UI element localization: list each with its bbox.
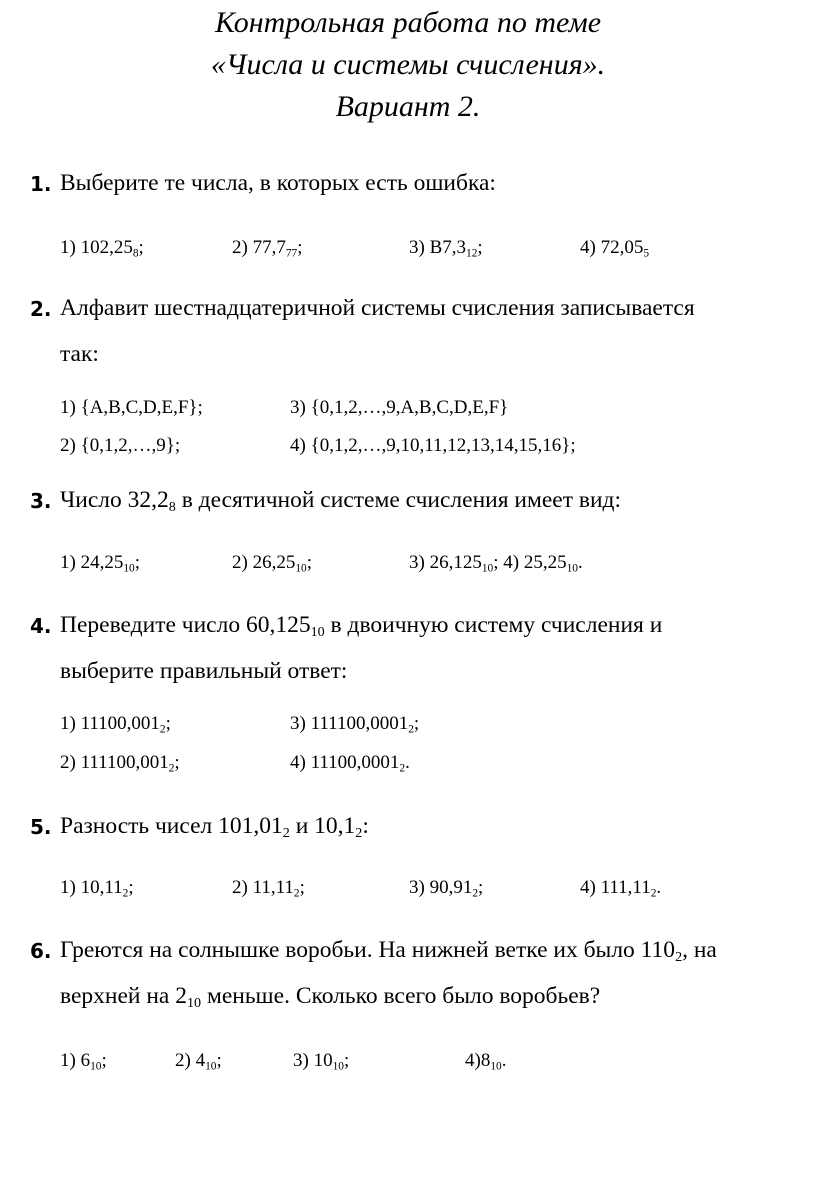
question-text: Число $32,2_8$ в десятичной системе счисления имеет вид: [60, 487, 622, 516]
answer-option: 2) $26,25_{10}$; [232, 552, 312, 575]
answer-option: 2) $77,7_{77}$; [232, 237, 303, 260]
question-text: Греются на солнышке воробьи. На нижней ветке их было $110_2$, на [60, 937, 717, 966]
title-line-2: «Числа и системы счисления». [210, 48, 606, 81]
answer-option: 3) $B7,3_{12}$; [409, 237, 483, 260]
answer-option: 2) $111100,001_2$; [60, 752, 180, 775]
answer-option: 4) $11100,0001_2$. [290, 752, 410, 775]
question-text: Алфавит шестнадцатеричной системы счисления записывается [60, 295, 695, 321]
question-text: Переведите число $60,125_{10}$ в двоичную систему счисления и [60, 612, 663, 641]
answer-option: 4) {0,1,2,…,9,10,11,12,13,14,15,16}; [290, 435, 576, 456]
answer-option: 1) $24,25_{10}$; [60, 552, 140, 575]
question-number: 5. [30, 815, 52, 839]
answer-option: $4)8_{10}$. [465, 1050, 507, 1073]
answer-option: 1) $102,25_8$; [60, 237, 144, 260]
answer-option: 1) {A,B,C,D,E,F}; [60, 397, 203, 418]
answer-option: 2) $11,11_2$; [232, 877, 305, 900]
answer-option: 2) $4_{10}$; [175, 1050, 222, 1073]
answer-option: 4) $111,11_2$. [580, 877, 662, 900]
question-text: Выберите те числа, в которых есть ошибка: [60, 170, 496, 196]
answer-option: 3) $26,125_{10}$; 4) $25,25_{10}$. [409, 552, 583, 575]
title-line-3: Вариант 2. [335, 90, 481, 123]
answer-option: 3) $111100,0001_2$; [290, 713, 420, 736]
answer-option: 2) {0,1,2,…,9}; [60, 435, 181, 456]
answer-option: 3) $90,91_2$; [409, 877, 484, 900]
answer-option: 1) $10,11_2$; [60, 877, 134, 900]
question-text-continued: так: [60, 341, 99, 367]
answer-option: 4) $72,05_5$ [580, 237, 650, 260]
answer-option: 3) $10_{10}$; [293, 1050, 350, 1073]
answer-option: 3) {0,1,2,…,9,A,B,C,D,E,F} [290, 397, 509, 418]
question-text: Разность чисел $101,01_2$ и $10,1_2$: [60, 813, 369, 842]
question-number: 2. [30, 297, 52, 321]
question-number: 3. [30, 489, 52, 513]
question-text-continued: верхней на $2_{10}$ меньше. Сколько всего было воробьев? [60, 983, 601, 1012]
question-number: 4. [30, 614, 52, 638]
question-number: 1. [30, 172, 52, 196]
title-line-1: Контрольная работа по теме [214, 6, 602, 39]
question-text-continued: выберите правильный ответ: [60, 658, 348, 684]
answer-option: 1) $11100,001_2$; [60, 713, 171, 736]
answer-option: 1) $6_{10}$; [60, 1050, 107, 1073]
question-number: 6. [30, 939, 52, 963]
